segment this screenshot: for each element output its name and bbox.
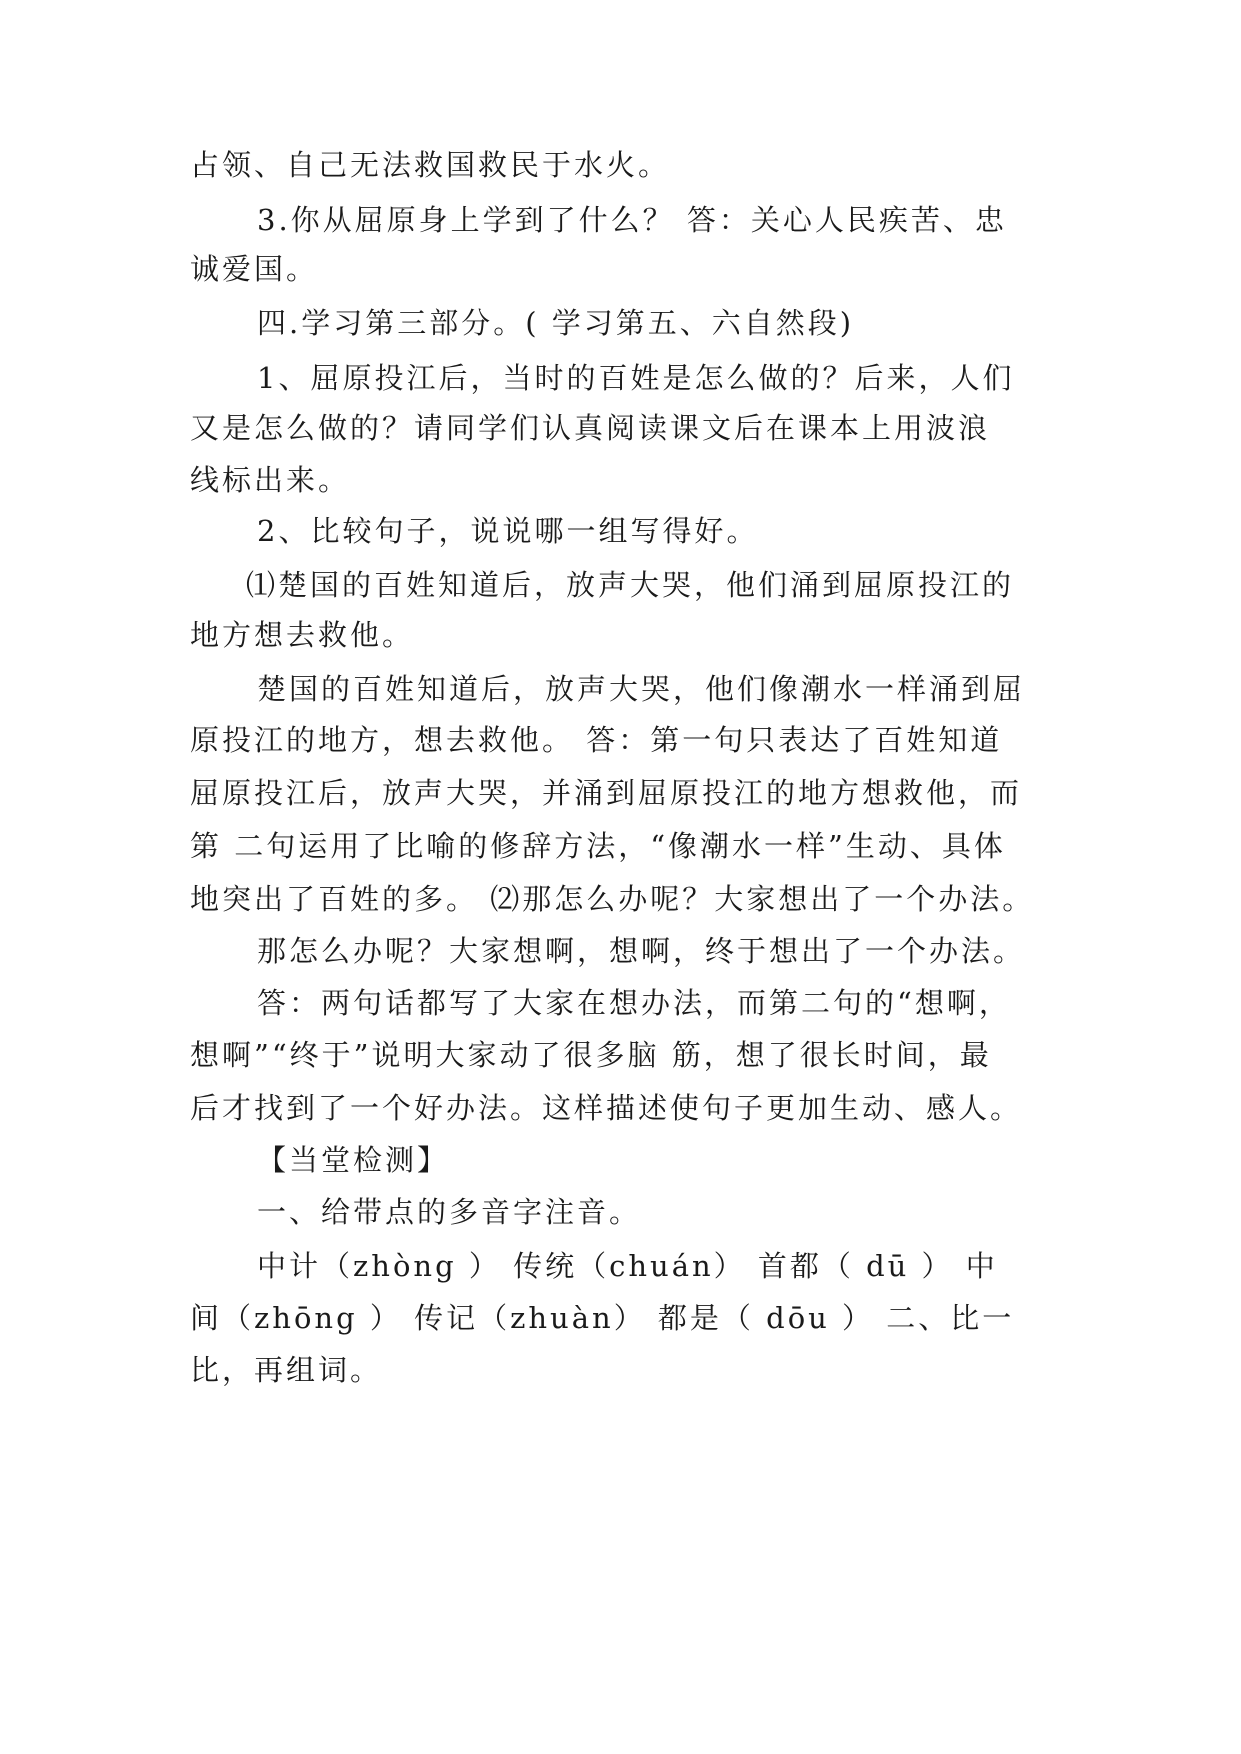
text-line-6: 又是怎么做的？请同学们认真阅读课文后在课本上用波浪 (190, 411, 991, 445)
text-line-7: 线标出来。 (190, 463, 351, 497)
text-line-5: 1、屈原投江后，当时的百姓是怎么做的？后来，人们 (257, 361, 1015, 395)
text-line-16: 那怎么办呢？大家想啊，想啊，终于想出了一个办法。 (257, 934, 1026, 968)
text-line-10: 地方想去救他。 (190, 618, 415, 652)
text-line-23: 间（zhōng ） 传记（zhuàn） 都是（ dōu ） 二、比一 (190, 1301, 1015, 1335)
text-line-17: 答：两句话都写了大家在想办法，而第二句的“想啊， (257, 986, 1011, 1020)
text-line-12: 原投江的地方，想去救他。 答：第一句只表达了百姓知道 (190, 723, 1003, 757)
text-line-11: 楚国的百姓知道后，放声大哭，他们像潮水一样涌到屈 (257, 672, 1026, 706)
section-heading-part-three: 四.学习第三部分。( 学习第五、六自然段) (257, 306, 855, 340)
text-line-24: 比，再组词。 (190, 1353, 383, 1387)
text-line-3: 诚爱国。 (190, 252, 319, 286)
text-line-8: 2、比较句子，说说哪一组写得好。 (257, 514, 759, 548)
text-line-22: 中计（zhòng ） 传统（chuán） 首都（ dū ） 中 (257, 1249, 998, 1283)
text-line-19: 后才找到了一个好办法。这样描述使句子更加生动、感人。 (190, 1091, 1023, 1125)
text-line-21: 一、给带点的多音字注音。 (257, 1195, 642, 1229)
text-line-14: 第 二句运用了比喻的修辞方法，“像潮水一样”生动、具体 (190, 829, 1006, 863)
text-line-15: 地突出了百姓的多。 ⑵那怎么办呢？大家想出了一个办法。 (190, 882, 1035, 916)
text-line-1: 占领、自己无法救国救民于水火。 (190, 148, 671, 182)
text-line-18: 想啊”“终于”说明大家动了很多脑 筋，想了很长时间，最 (190, 1038, 992, 1072)
section-heading-quiz: 【当堂检测】 (257, 1143, 450, 1177)
text-line-9: ⑴楚国的百姓知道后，放声大哭，他们涌到屈原投江的 (246, 568, 1015, 602)
text-line-13: 屈原投江后，放声大哭，并涌到屈原投江的地方想救他，而 (190, 776, 1023, 810)
text-line-2: 3.你从屈原身上学到了什么？ 答：关心人民疾苦、忠 (257, 203, 1007, 237)
